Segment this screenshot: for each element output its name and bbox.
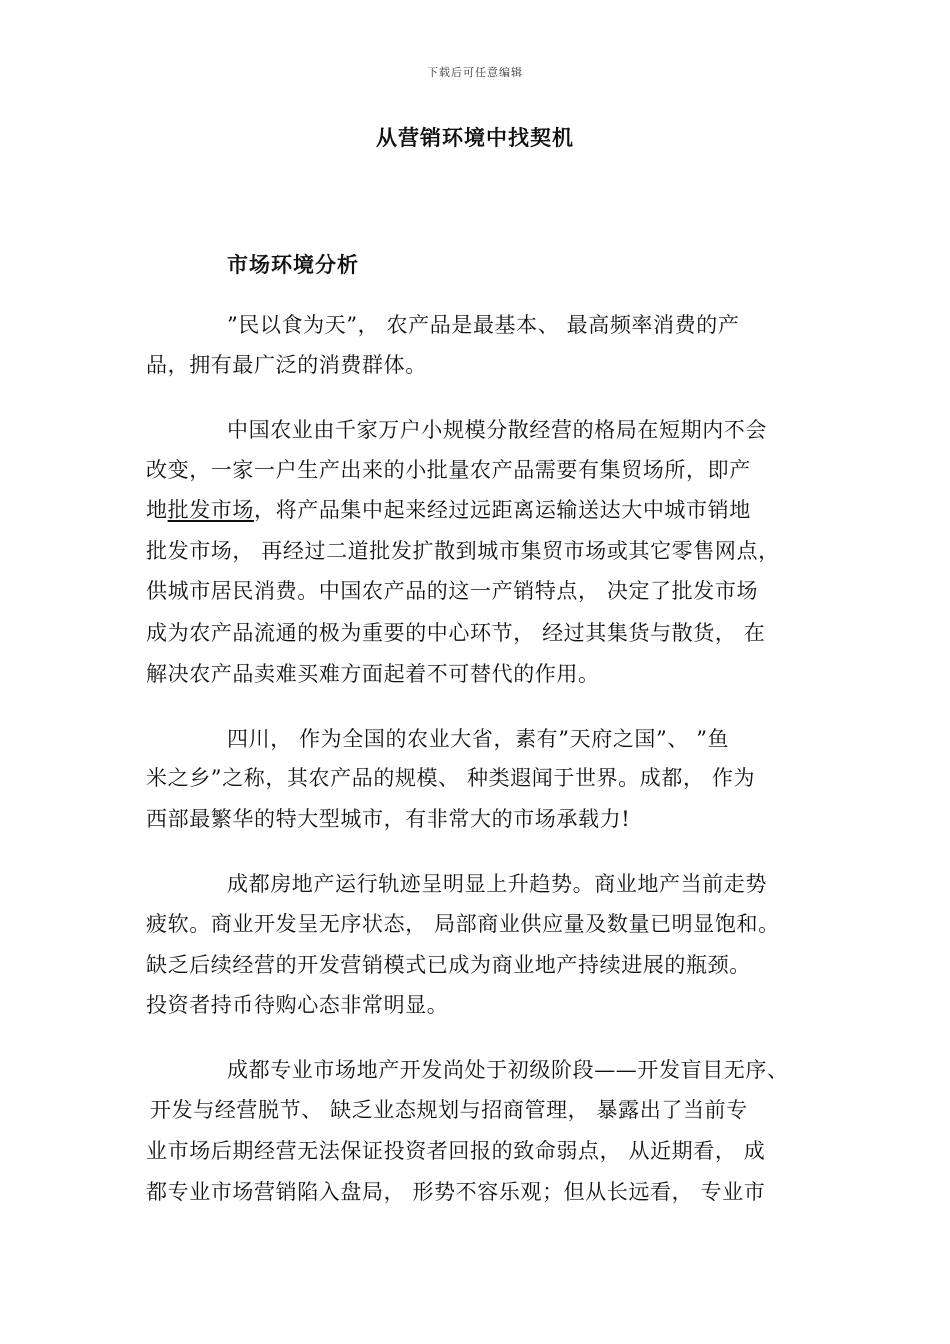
paragraph-line: 米之乡”之称，其农产品的规模、 种类遐闻于世界。成都， 作为 — [146, 766, 756, 790]
paragraph-line — [146, 497, 751, 523]
wholesale-market-link[interactable]: 批发市场 — [167, 498, 255, 522]
paragraph-line: 西部最繁华的特大型城市，有非常大的市场承载力! — [146, 807, 631, 831]
paragraph-line: 批发市场， 再经过二道批发扩散到城市集贸市场或其它零售网点， — [146, 539, 780, 563]
paragraph-line: 成都房地产运行轨迹呈明显上升趋势。商业地产当前走势 — [227, 872, 767, 896]
paragraph-line: 改变，一家一户生产出来的小批量农产品需要有集贸场所，即产 — [146, 458, 751, 482]
header-note: 下载后可任意编辑 — [427, 66, 523, 79]
paragraph-line: 缺乏后续经营的开发营销模式已成为商业地产持续进展的瓶颈。 — [146, 953, 751, 977]
paragraph-line: 投资者持币待购心态非常明显。 — [146, 993, 449, 1017]
paragraph-line: ”民以食为天”， 农产品是最基本、 最高频率消费的产 — [227, 313, 740, 337]
paragraph-line: 成都专业市场地产开发尚处于初级阶段——开发盲目无序、 — [227, 1058, 789, 1082]
paragraph-line: 成为农产品流通的极为重要的中心环节， 经过其集货与散货， 在 — [146, 621, 766, 645]
line-text: 地 — [146, 498, 168, 522]
paragraph-line: 疲软。商业开发呈无序状态， 局部商业供应量及数量已明显饱和。 — [146, 912, 780, 936]
document-title: 从营销环境中找契机 — [376, 126, 574, 150]
paragraph-line: 都专业市场营销陷入盘局， 形势不容乐观；但从长远看， 专业市 — [146, 1180, 766, 1204]
paragraph-line: 供城市居民消费。中国农产品的这一产销特点， 决定了批发市场 — [146, 579, 759, 603]
paragraph-line: 解决农产品卖难买难方面起着不可替代的作用。 — [146, 662, 600, 686]
section-heading: 市场环境分析 — [227, 253, 359, 277]
paragraph-line: 业市场后期经营无法保证投资者回报的致命弱点， 从近期看， 成 — [146, 1139, 766, 1163]
paragraph-line: 品，拥有最广泛的消费群体。 — [146, 353, 427, 377]
paragraph-line: 中国农业由千家万户小规模分散经营的格局在短期内不会 — [227, 418, 767, 442]
paragraph-line: 开发与经营脱节、 缺乏业态规划与招商管理， 暴露出了当前专 — [150, 1098, 748, 1122]
line-text: ，将产品集中起来经过远距离运输送达大中城市销地 — [254, 498, 751, 522]
paragraph-line: 四川， 作为全国的农业大省，素有”天府之国”、 ”鱼 — [227, 727, 730, 751]
